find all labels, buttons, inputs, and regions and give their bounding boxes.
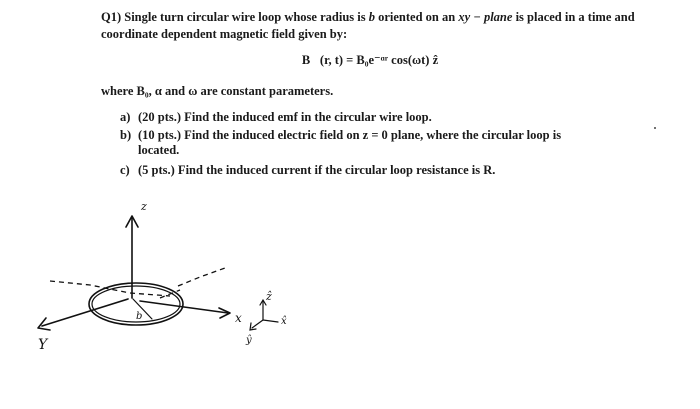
stray-dot xyxy=(654,127,656,129)
loop-sketch xyxy=(0,190,700,409)
z-axis-label: z xyxy=(141,200,147,213)
part-a xyxy=(120,110,600,126)
intro-prefix: Q1) Single turn circular wire loop whose radius is xyxy=(101,10,369,24)
part-text: (10 pts.) Find the induced electric field on z = 0 plane, where the circular loop is located. xyxy=(138,127,562,157)
field-equation: B⃗(r, t) = B₀e⁻ᵅʳ cos(ωt) ẑ xyxy=(301,53,439,67)
unit-z-label: ẑ xyxy=(266,290,272,303)
intro-suffix: is placed in a time and coordinate dependent magnetic field given by: xyxy=(101,10,635,41)
dashed-guide-left xyxy=(50,281,170,296)
unit-y-arrowhead xyxy=(250,323,256,330)
part-b xyxy=(120,128,600,159)
radius-symbol: b xyxy=(368,10,375,24)
radius-label: b xyxy=(136,311,143,322)
unit-x-label: x̂ xyxy=(281,316,287,327)
x-axis-line xyxy=(140,301,228,313)
part-label: c) xyxy=(120,162,130,177)
plane-symbol: xy − plane xyxy=(458,10,513,24)
part-text: (20 pts.) Find the induced emf in the circular wire loop. xyxy=(138,110,432,124)
where-clause: where B₀, α and ω are constant parameters. xyxy=(101,84,334,98)
unit-x-vector xyxy=(263,320,278,322)
part-label: b) xyxy=(120,127,132,142)
dashed-guide-right xyxy=(178,268,225,286)
y-axis-line xyxy=(42,299,128,326)
part-label: a) xyxy=(120,110,131,124)
question-intro xyxy=(101,9,686,43)
unit-y-vector xyxy=(252,320,263,328)
question-parts xyxy=(120,110,600,180)
part-text: (5 pts.) Find the induced current if the circular loop resistance is R. xyxy=(138,162,496,177)
intro-mid: oriented on an xyxy=(374,10,459,24)
x-axis-label: x xyxy=(235,311,242,325)
unit-y-label: ŷ xyxy=(246,335,252,346)
part-c xyxy=(120,163,600,179)
y-axis-label: Y xyxy=(38,337,48,353)
